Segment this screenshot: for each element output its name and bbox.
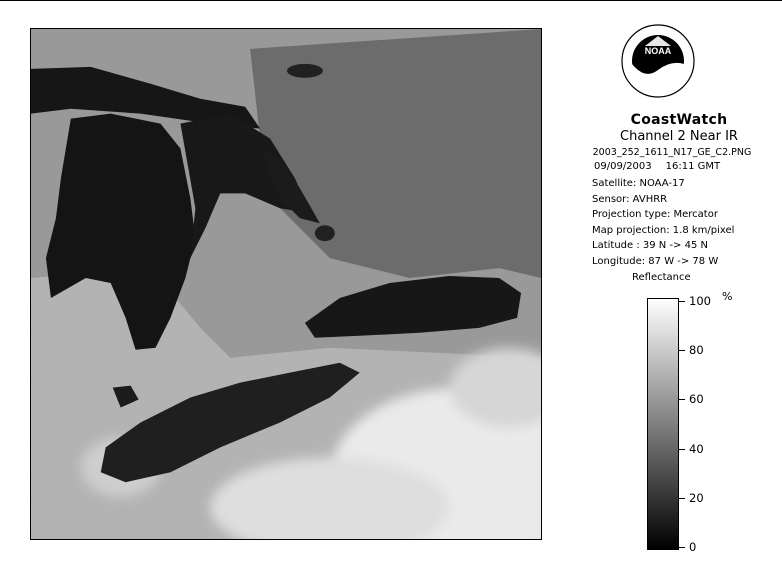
satellite-image-svg	[31, 29, 541, 539]
product-title: CoastWatch	[630, 112, 728, 128]
satellite-line: Satellite: NOAA-17	[592, 178, 685, 189]
acquisition-datetime	[594, 161, 782, 172]
colorbar-tick	[679, 399, 685, 400]
sensor-line: Sensor: AVHRR	[592, 193, 668, 205]
colorbar-scale	[679, 294, 749, 554]
colorbar-tick	[679, 498, 685, 499]
top-rule	[0, 0, 782, 1]
map-projection-line: Map projection: 1.8 km/pixel	[592, 224, 735, 236]
satellite-image	[30, 28, 542, 540]
info-panel	[560, 112, 782, 269]
colorbar-tick	[679, 350, 685, 351]
latitude-line: Latitude : 39 N -> 45 N	[592, 240, 708, 251]
metadata-list	[592, 176, 782, 269]
legend-unit: %	[722, 290, 733, 303]
colorbar-tick	[679, 449, 685, 450]
colorbar-tick-label: 100	[689, 294, 711, 308]
longitude-line: Longitude: 87 W -> 78 W	[592, 255, 719, 267]
colorbar-tick-label: 20	[689, 490, 704, 505]
legend-title: Reflectance	[632, 272, 691, 283]
file-name: 2003_252_1611_N17_GE_C2.PNG	[592, 147, 752, 158]
acquisition-time: 16:11 GMT	[665, 161, 721, 172]
colorbar-tick-label: 0	[689, 540, 697, 554]
colorbar-tick-label: 60	[689, 392, 704, 407]
colorbar-tick	[679, 547, 685, 548]
colorbar-tick-label: 40	[689, 441, 704, 456]
colorbar-tick	[679, 301, 685, 302]
projection-type-line: Projection type: Mercator	[592, 209, 718, 220]
channel-label: Channel 2 Near IR	[620, 129, 738, 144]
colorbar-tick-label: 80	[689, 343, 704, 358]
noaa-logo	[621, 24, 695, 98]
acquisition-date: 09/09/2003	[594, 161, 652, 172]
reflectance-colorbar	[647, 298, 679, 550]
noaa-logo-text: NOAA	[644, 46, 672, 56]
